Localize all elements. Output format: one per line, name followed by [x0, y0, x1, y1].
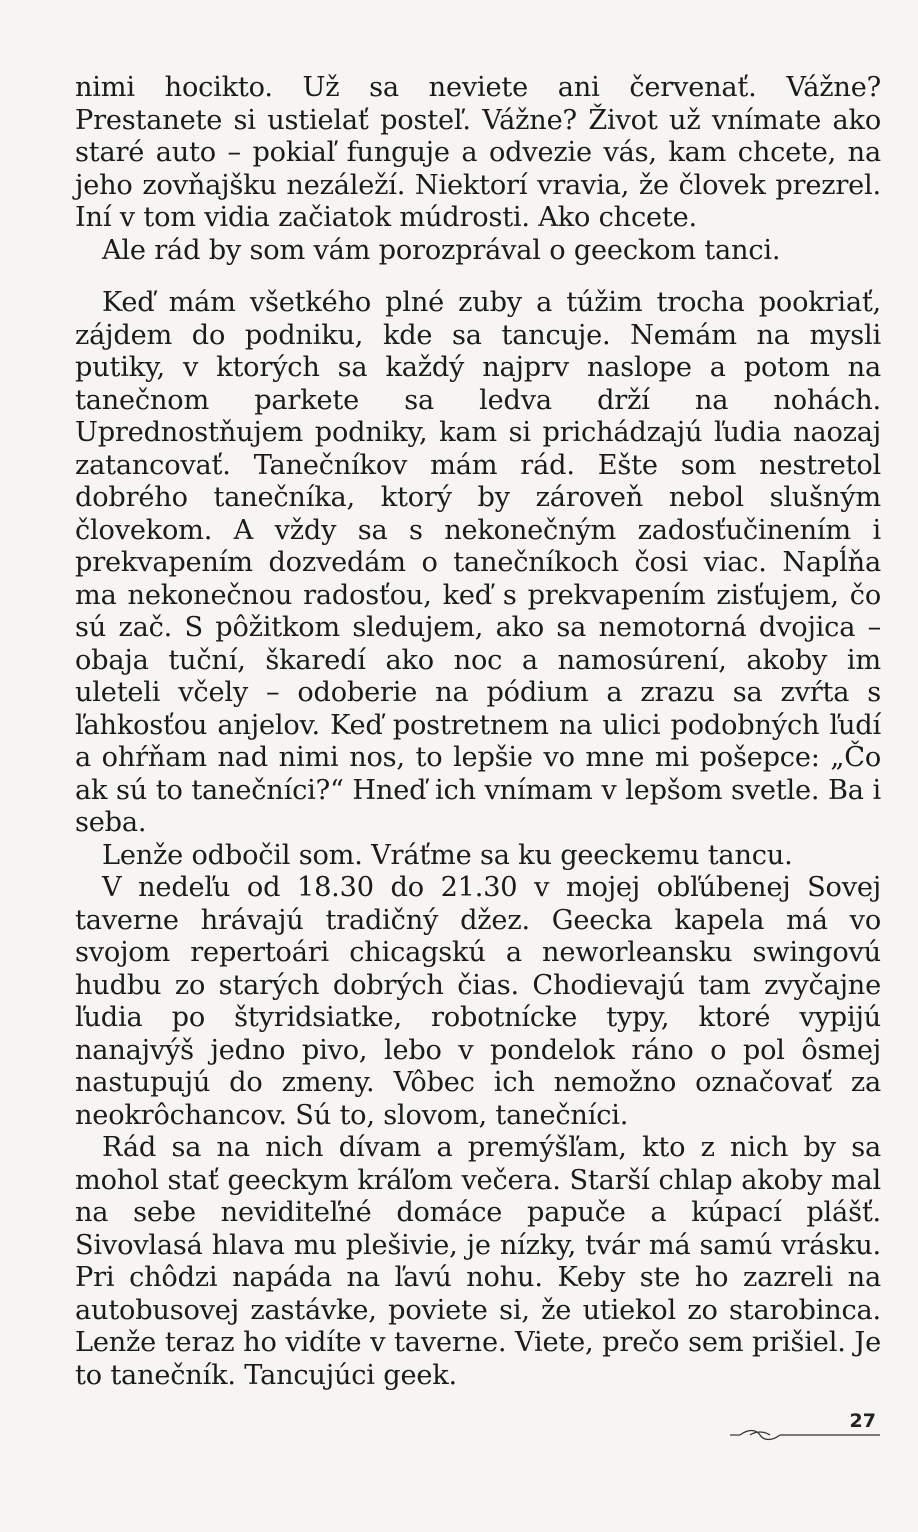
page-number: 27 — [849, 1410, 876, 1432]
paragraph-1: nimi hocikto. Už sa neviete ani červenať. Vážne? Prestanete si ustielať posteľ. Vážne? Život už vnímate ako staré auto – pokiaľ funguje a odvezie vás, kam chcete, na jeho zovňajšku nezáleží. Niektorí vravia, že človek prezrel. Iní v tom vidia začiatok múdrosti. Ako chcete. — [75, 72, 881, 233]
paragraph-5: V nedeľu od 18.30 do 21.30 v mojej obľúbenej Sovej taverne hrávajú tradičný džez. Geecka kapela má vo svojom repertoári chicagskú a neworleansku swingovú hudbu zo starých dobrých čias. Chodievajú tam zvyčajne ľudia po štyridsiatke, robotnícke typy, ktoré vypijú nanajvýš jedno pivo, lebo v pondelok ráno o pol ôsmej nastupujú do zmeny. Vôbec ich nemožno označovať za neokrôchancov. Sú to, slovom, tanečníci. — [75, 872, 881, 1131]
paragraph-4: Lenže odbočil som. Vráťme sa ku geeckemu tancu. — [102, 839, 793, 871]
paragraph-6: Rád sa na nich dívam a premýšľam, kto z nich by sa mohol stať geeckym kráľom večera. Starší chlap akoby mal na sebe neviditeľné domáce papuče a kúpací plášť. Sivovlasá hlava mu plešivie, je nízky, tvár má samú vrásku. Pri chôdzi napáda na ľavú nohu. Keby ste ho zazreli na autobusovej zastávke, poviete si, že utiekol zo starobinca. Lenže teraz ho vidíte v taverne. Viete, prečo sem prišiel. Je to tanečník. Tancujúci geek. — [75, 1132, 881, 1391]
paragraph-3: Keď mám všetkého plné zuby a túžim trocha pookriať, zájdem do podniku, kde sa tancuje. Nemám na mysli putiky, v ktorých sa každý najprv naslope a potom na tanečnom parkete sa ledva drží na nohách. Uprednostňujem podniky, kam si prichádzajú ľudia naozaj zatancovať. Tanečníkov mám rád. Ešte som nestretol dobrého tanečníka, ktorý by zároveň nebol slušným človekom. A vždy sa s nekonečným zadosťučinením i prekvapením dozvedám o tanečníkoch čosi viac. Napĺňa ma nekonečnou radosťou, keď s prekvapením zisťujem, čo sú zač. S pôžitkom sledujem, ako sa nemotorná dvojica – obaja tuční, škaredí ako noc a namosúrení, akoby im uleteli včely – odoberie na pódium a zrazu sa zvŕta s ľahkosťou anjelov. Keď postretnem na ulici podobných ľudí a ohŕňam nad nimi nos, to lepšie vo mne mi pošepce: „Čo ak sú to tanečníci?“ Hneď ich vnímam v lepšom svetle. Ba i seba. — [75, 287, 881, 838]
section-gap — [75, 267, 881, 287]
page-body — [75, 72, 881, 1392]
ornament-icon — [730, 1428, 880, 1442]
paragraph-2: Ale rád by som vám porozprával o geeckom tanci. — [102, 234, 781, 266]
page-footer — [730, 1410, 880, 1444]
